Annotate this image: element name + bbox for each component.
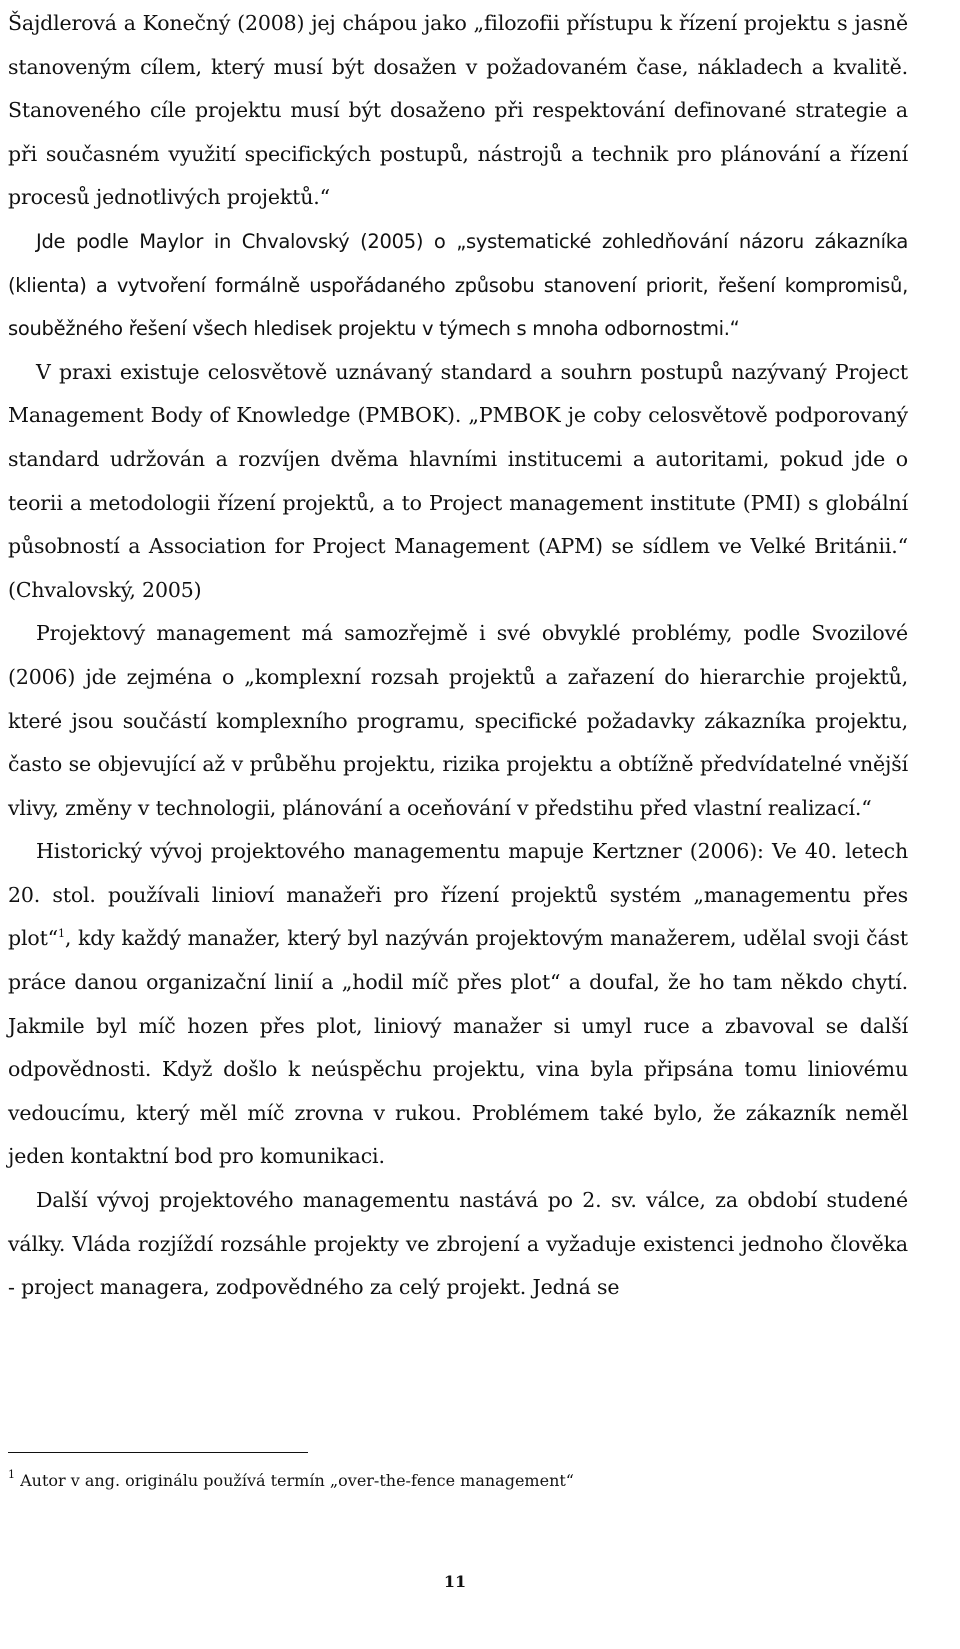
page-number: 11 — [443, 1572, 467, 1591]
paragraph-problems: Projektový management má samozřejmě i své obvyklé problémy, podle Svozilové (2006) jde zejména o „komplexní rozsah projektů a zařazení do hierarchie projektů, které jsou součástí komplexního programu, specifické požadavky zákazníka projektu, často se objevující až v průběhu projektu, rizika projektu a obtížně předvídatelné vnější vlivy, změny v technologii, plánování a oceňování v předstihu před vlastní realizací.“ — [8, 621, 908, 820]
paragraph-pmbok: V praxi existuje celosvětově uznávaný standard a souhrn postupů nazývaný Project Management Body of Knowledge (PMBOK). „PMBOK je coby celosvětově podporovaný standard udržován a rozvíjen dvěma hlavními institucemi a autoritami, pokud jde o teorii a metodologii řízení projektů, a to Project management institute (PMI) s globální působností a Association for Project Management (APM) se sídlem ve Velké Británii.“ (Chvalovský, 2005) — [8, 359, 908, 602]
paragraph-sajdlerova: Šajdlerová a Konečný (2008) jej chápou jako „filozofii přístupu k řízení projektu s jasně stanoveným cílem, který musí být dosažen v požadovaném čase, nákladech a kvalitě. Stanoveného cíle projektu musí být dosaženo při respektování definované strategie a při současném využití specifických postupů, nástrojů a technik pro plánování a řízení procesů jednotlivých projektů.“ — [8, 11, 908, 210]
page-body — [8, 2, 908, 1310]
history-text-after: , kdy každý manažer, který byl nazýván projektovým manažerem, udělal svoji část práce danou organizační linií a „hodil míč přes plot“ a doufal, že ho tam někdo chytí. Jakmile byl míč hozen přes plot, liniový manažer si umyl ruce a zbavoval se další odpovědnosti. Když došlo k neúspěchu projektu, vina byla připsána tomu liniovému vedoucímu, který měl míč zrovna v rukou. Problémem také bylo, že zákazník neměl jeden kontaktní bod pro komunikaci. — [8, 926, 908, 1169]
footnote-text: Autor v ang. originálu používá termín „over-the-fence management“ — [15, 1471, 574, 1490]
history-text-before: Historický vývoj projektového managementu mapuje Kertzner (2006): Ve 40. letech 20. stol. používali linioví manažeři pro řízení projektů systém „managementu přes plot“ — [8, 839, 908, 951]
paragraph-maylor: Jde podle Maylor in Chvalovský (2005) o „systematické zohledňování názoru zákazníka (klienta) a vytvoření formálně uspořádaného způsobu stanovení priorit, řešení kompromisů, souběžného řešení všech hledisek projektu v týmech s mnoha odbornostmi.“ — [8, 229, 908, 341]
paragraph-history — [8, 830, 908, 1179]
footnote-reference: 1 — [58, 927, 65, 941]
footnote-number: 1 — [8, 1468, 15, 1481]
paragraph-development: Další vývoj projektového managementu nastává po 2. sv. válce, za období studené války. Vláda rozjíždí rozsáhle projekty ve zbrojení a vyžaduje existenci jednoho člověka - project managera, zodpovědného za celý projekt. Jedná se — [8, 1188, 908, 1300]
footnote — [8, 1469, 908, 1493]
footnote-divider — [8, 1452, 308, 1453]
